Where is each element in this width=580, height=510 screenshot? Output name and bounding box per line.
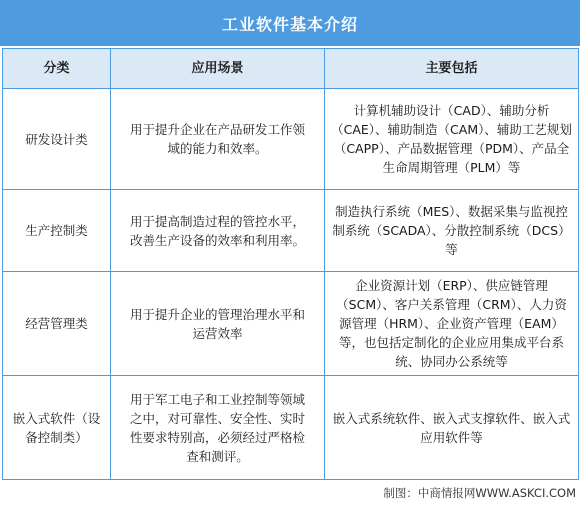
row-scenario: 用于提升企业的管理治理水平和运营效率 [111, 272, 325, 376]
row-includes: 制造执行系统（MES）、数据采集与监视控制系统（SCADA）、分散控制系统（DCS）等 [325, 190, 579, 272]
row-includes: 嵌入式系统软件、嵌入式支撑软件、嵌入式应用软件等 [325, 376, 579, 480]
header-row [3, 49, 579, 89]
row-category: 经营管理类 [3, 272, 111, 376]
header-scenario: 应用场景 [111, 49, 325, 89]
table-title: 工业软件基本介绍 [0, 0, 580, 46]
table-row [3, 190, 579, 272]
table-row [3, 272, 579, 376]
row-category: 研发设计类 [3, 89, 111, 190]
table-row [3, 376, 579, 480]
source-credit: 制图：中商情报网WWW.ASKCI.COM [383, 486, 576, 500]
header-category: 分类 [3, 49, 111, 89]
row-category: 生产控制类 [3, 190, 111, 272]
row-scenario: 用于军工电子和工业控制等领域之中，对可靠性、安全性、实时性要求特别高，必须经过严格检查和测评。 [111, 376, 325, 480]
row-includes: 企业资源计划（ERP）、供应链管理（SCM）、客户关系管理（CRM）、人力资源管理（HRM）、企业资产管理（EAM）等，也包括定制化的企业应用集成平台系统、协同办公系统等 [325, 272, 579, 376]
table-row [3, 89, 579, 190]
row-includes: 计算机辅助设计（CAD）、辅助分析（CAE）、辅助制造（CAM）、辅助工艺规划（CAPP）、产品数据管理（PDM）、产品全生命周期管理（PLM）等 [325, 89, 579, 190]
row-scenario: 用于提高制造过程的管控水平，改善生产设备的效率和利用率。 [111, 190, 325, 272]
software-table [2, 48, 579, 480]
row-category: 嵌入式软件（设备控制类） [3, 376, 111, 480]
header-includes: 主要包括 [325, 49, 579, 89]
row-scenario: 用于提升企业在产品研发工作领域的能力和效率。 [111, 89, 325, 190]
